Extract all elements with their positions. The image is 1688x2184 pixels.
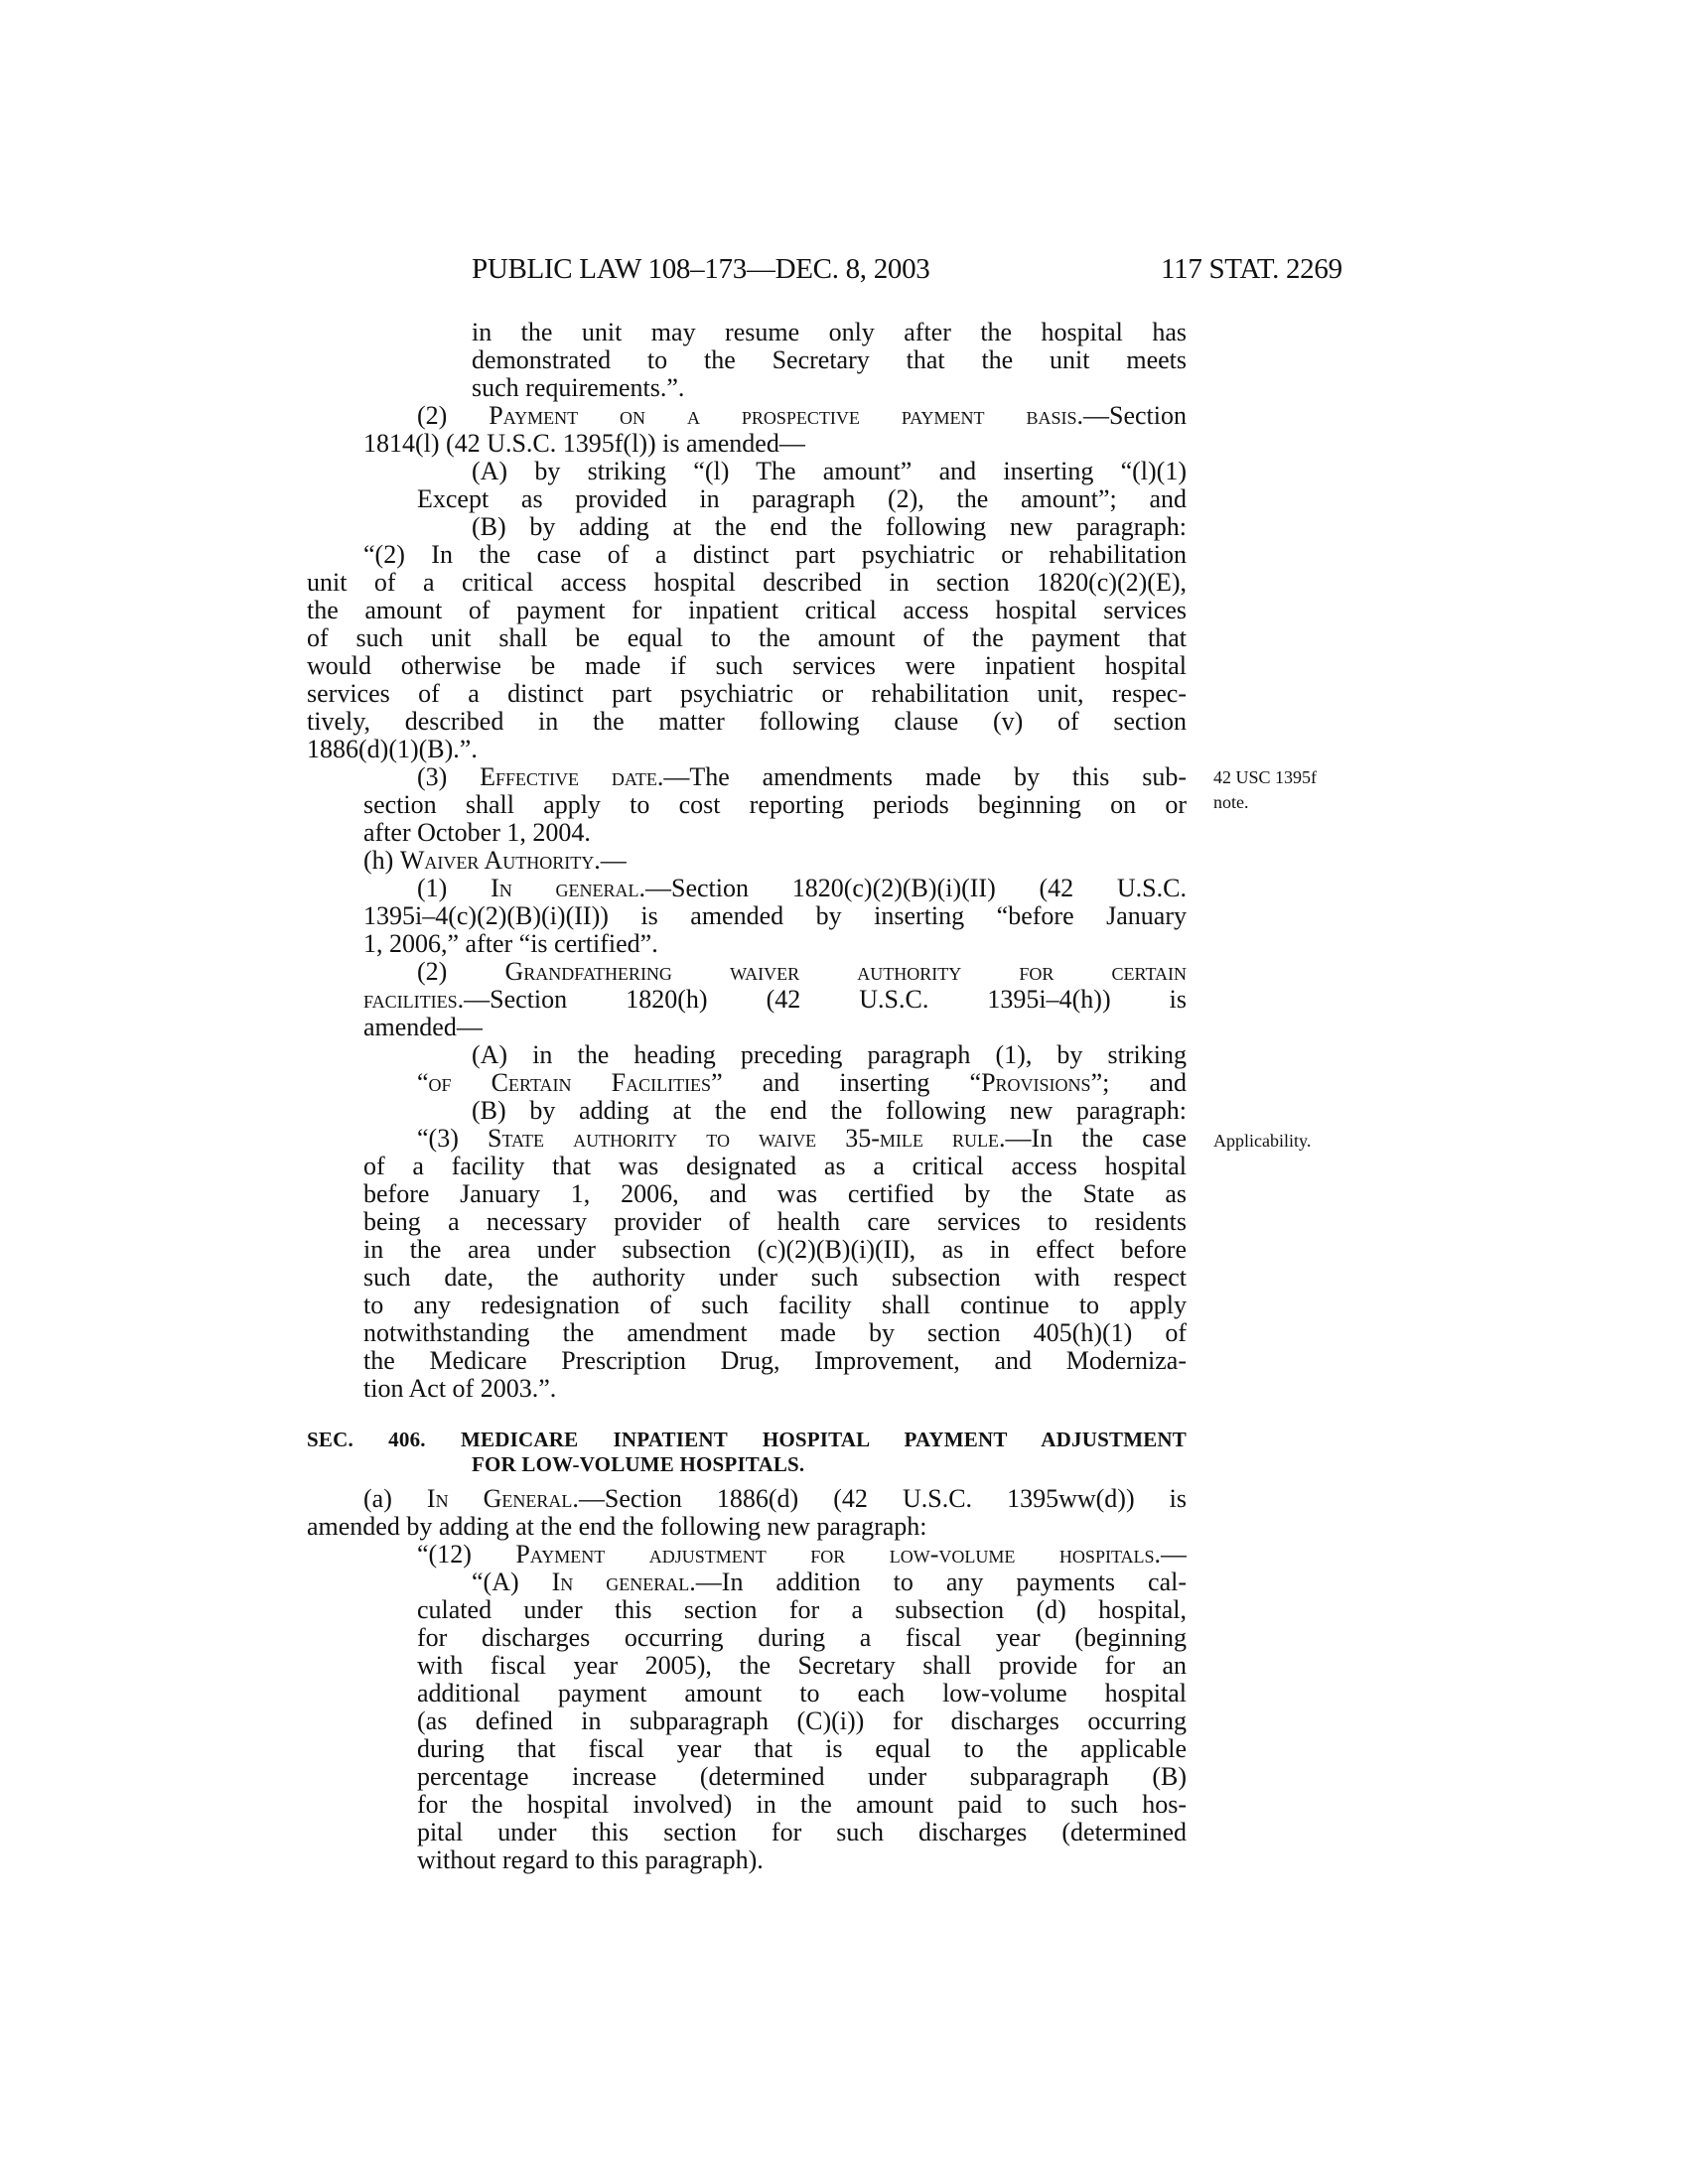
page-number: 117 STAT. 2269 [1161,253,1342,285]
text-line: amended by adding at the end the following new paragraph: [307,1512,927,1541]
small-caps-heading: of Certain Facilities [428,1069,712,1097]
text-segment: —Section [1083,402,1187,430]
text-line: 1886(d)(1)(B).”. [307,735,478,763]
text-line: additional payment amount to each low-volume hospital [417,1680,1187,1707]
text-line: of a facility that was designated as a critical access hospital [363,1153,1187,1180]
text-line: such requirements.”. [472,373,685,402]
text-line: (B) by adding at the end the following new paragraph: [472,513,1187,541]
text-line: for the hospital involved) in the amount paid to such hos- [417,1791,1187,1819]
text-line: pital under this section for such discharges (determined [417,1819,1187,1846]
text-segment: “ [417,1069,429,1097]
text-line [417,763,1187,791]
text-segment: —Section 1820(c)(2)(B)(i)(II) (42 U.S.C. [644,875,1187,902]
text-line: 1814(l) (42 U.S.C. 1395f(l)) is amended— [363,429,805,458]
text-line [472,1569,1187,1596]
text-segment: (2) [417,402,490,430]
text-line: tion Act of 2003.”. [363,1374,557,1403]
text-line [417,958,1187,986]
text-line [363,1485,1187,1513]
small-caps-heading: In general. [491,875,645,902]
small-caps-heading: Provisions [981,1069,1091,1097]
text-segment: —Section 1820(h) (42 U.S.C. 1395i–4(h)) is [464,986,1187,1014]
text-line: (B) by adding at the end the following new paragraph: [472,1097,1187,1125]
text-line: to any redesignation of such facility shall continue to apply [363,1292,1187,1319]
text-line: during that fiscal year that is equal to the applicable [417,1735,1187,1763]
text-line: services of a distinct part psychiatric or rehabilitation unit, respec- [307,680,1187,708]
text-segment: (2) [417,958,505,986]
text-line: (A) in the heading preceding paragraph (1), by striking [472,1041,1187,1069]
text-line: demonstrated to the Secretary that the unit meets [472,346,1187,374]
margin-note-applicability: Applicability. [1213,1131,1312,1151]
small-caps-heading: Payment on a prospective payment basis. [489,402,1083,430]
margin-note-citation-note: note. [1213,792,1249,812]
text-line: the amount of payment for inpatient critical access hospital services [307,597,1187,624]
text-segment: ” and inserting “ [711,1069,982,1097]
text-line: 1395i–4(c)(2)(B)(i)(II)) is amended by inserting “before January [363,902,1187,930]
text-segment: — [1161,1541,1187,1569]
text-segment: —In the case [1005,1125,1187,1153]
section-heading: SEC. 406. MEDICARE INPATIENT HOSPITAL PAYMENT ADJUSTMENT [307,1428,1187,1451]
text-line: being a necessary provider of health care services to residents [363,1208,1187,1236]
text-line [417,1069,1187,1097]
small-caps-heading: Waiver Authority. [399,846,601,875]
text-line: percentage increase (determined under subparagraph (B) [417,1763,1187,1791]
small-caps-heading: In General. [426,1485,579,1513]
running-head-title: PUBLIC LAW 108–173—DEC. 8, 2003 [472,253,930,285]
text-segment: —In addition to any payments cal- [695,1569,1187,1596]
text-line [363,847,1187,875]
text-line: section shall apply to cost reporting periods beginning on or [363,791,1187,819]
small-caps-heading: In general. [551,1569,696,1596]
text-line: without regard to this paragraph). [417,1845,764,1874]
section-heading-continued: FOR LOW-VOLUME HOSPITALS. [472,1452,805,1476]
text-line: after October 1, 2004. [363,818,591,847]
text-segment: “(3) [417,1125,489,1153]
text-line: in the unit may resume only after the hospital has [472,319,1187,346]
small-caps-heading: Payment adjustment for low-volume hospitals. [515,1541,1162,1569]
text-line: (as defined in subparagraph (C)(i)) for discharges occurring [417,1707,1187,1735]
text-line: notwithstanding the amendment made by section 405(h)(1) of [363,1319,1187,1347]
text-segment: —The amendments made by this sub- [663,763,1187,791]
text-segment: (a) [363,1485,427,1513]
text-line: (A) by striking “(l) The amount” and inserting “(l)(1) [472,458,1187,485]
text-segment: — [600,846,627,875]
text-line: such date, the authority under such subsection with respect [363,1264,1187,1292]
margin-note-citation: 42 USC 1395f [1213,767,1318,787]
text-segment: (1) [417,875,492,902]
text-line [417,875,1187,902]
text-line: with fiscal year 2005), the Secretary shall provide for an [417,1652,1187,1680]
text-line: in the area under subsection (c)(2)(B)(i)(II), as in effect before [363,1236,1187,1264]
text-line: “(2) In the case of a distinct part psychiatric or rehabilitation [363,541,1187,569]
text-line: unit of a critical access hospital described in section 1820(c)(2)(E), [307,569,1187,597]
small-caps-heading: State authority to waive 35-mile rule. [488,1125,1006,1153]
text-line: the Medicare Prescription Drug, Improvement, and Moderniza- [363,1347,1187,1375]
text-line [417,402,1187,430]
text-line: Except as provided in paragraph (2), the amount”; and [417,485,1187,513]
text-segment: “(12) [417,1541,516,1569]
small-caps-heading: facilities. [363,986,465,1014]
text-line: before January 1, 2006, and was certified by the State as [363,1180,1187,1208]
text-line: of such unit shall be equal to the amount of the payment that [307,624,1187,652]
text-line: 1, 2006,” after “is certified”. [363,929,658,958]
text-segment: “(A) [472,1569,552,1596]
text-line [417,1541,1187,1569]
text-line: would otherwise be made if such services were inpatient hospital [307,652,1187,680]
text-line: amended— [363,1013,483,1041]
small-caps-heading: Grandfathering waiver authority for certain [504,958,1187,986]
text-line: culated under this section for a subsection (d) hospital, [417,1596,1187,1624]
text-line [417,1125,1187,1153]
text-segment: —Section 1886(d) (42 U.S.C. 1395ww(d)) is [578,1485,1187,1513]
text-segment: (h) [363,846,400,875]
text-line [363,986,1187,1014]
text-segment: ”; and [1090,1069,1187,1097]
small-caps-heading: Effective date. [480,763,664,791]
text-segment: (3) [417,763,481,791]
text-line: tively, described in the matter following clause (v) of section [307,708,1187,736]
text-line: for discharges occurring during a fiscal year (beginning [417,1624,1187,1652]
